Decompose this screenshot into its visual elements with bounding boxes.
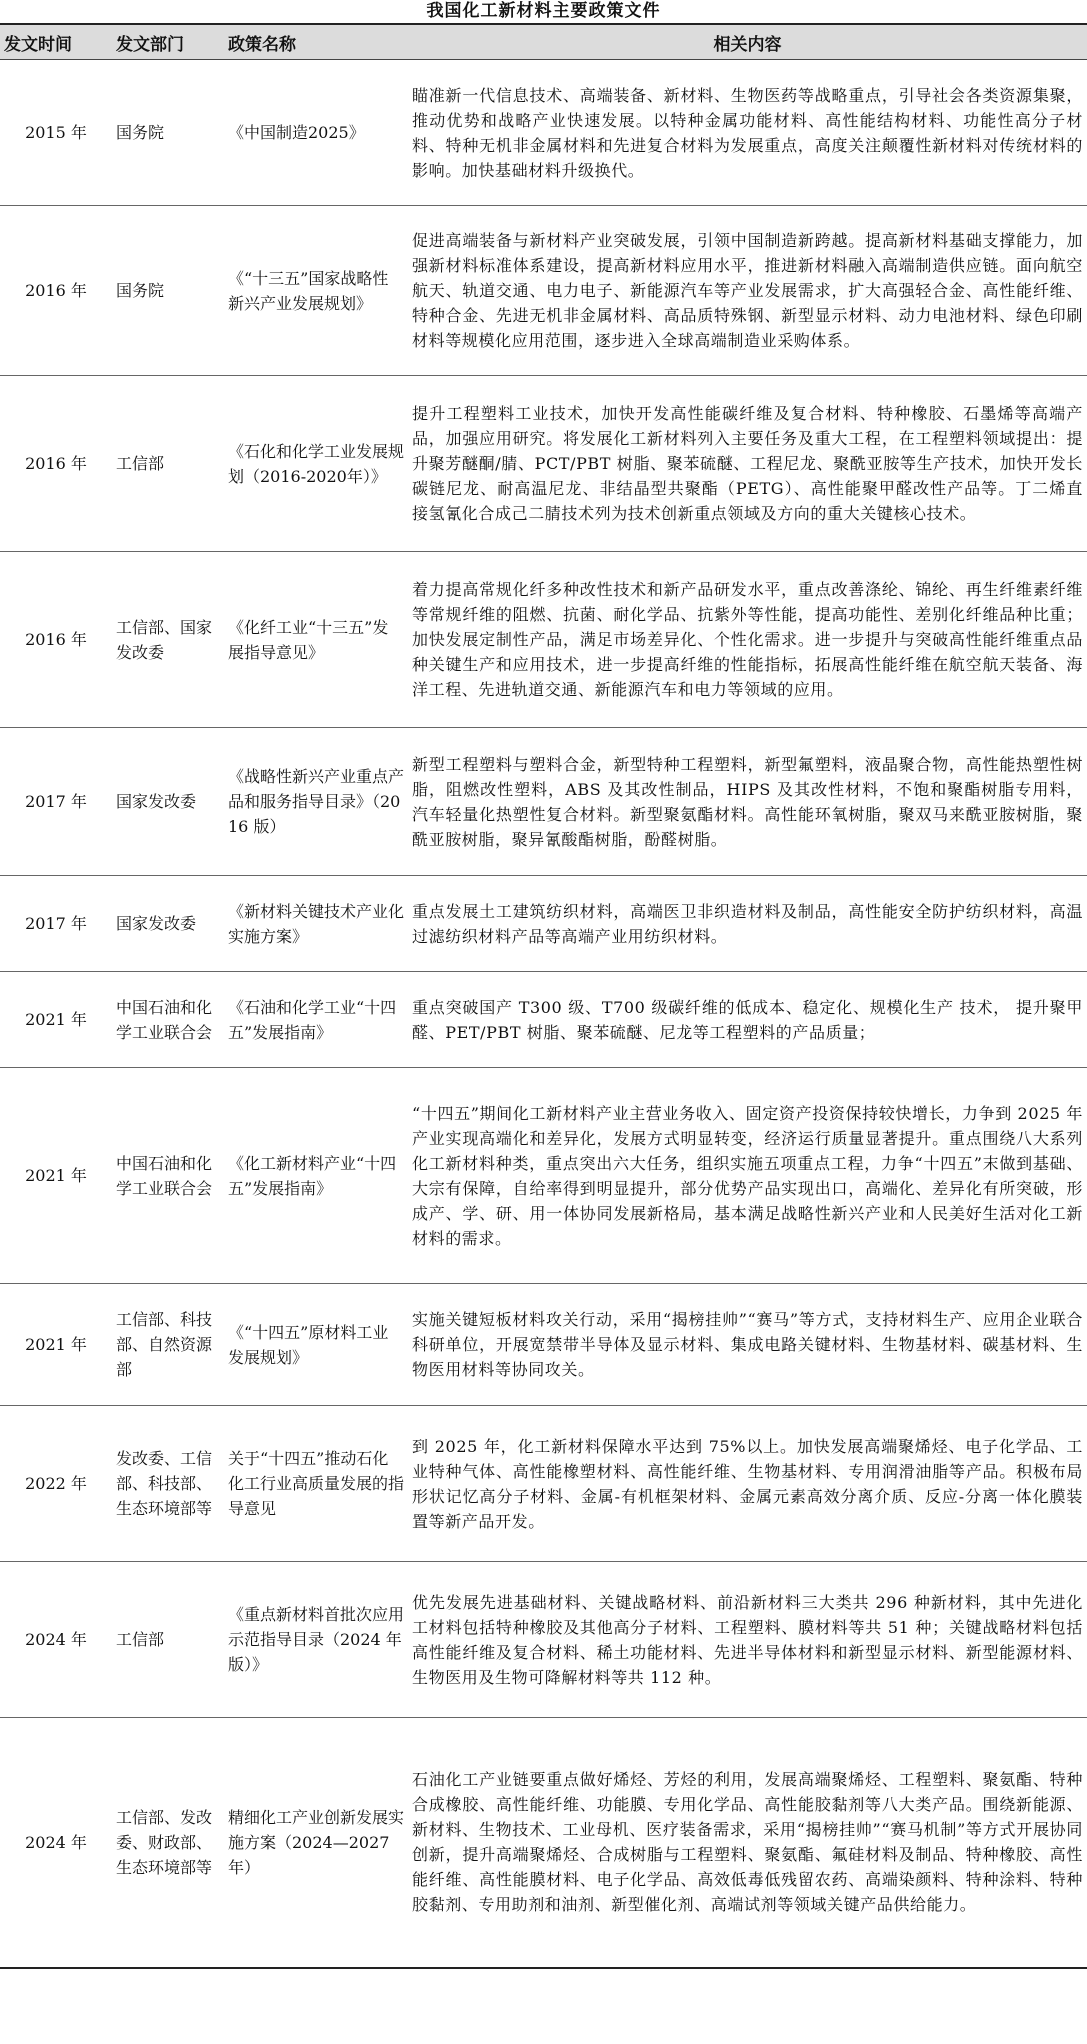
table-row (0, 1406, 1087, 1562)
cell-dept: 国家发改委 (112, 876, 224, 972)
cell-policy-name: 《化纤工业“十三五”发展指导意见》 (224, 552, 408, 728)
cell-content: 重点突破国产 T300 级、T700 级碳纤维的低成本、稳定化、规模化生产 技术， 提升聚甲醛、PET/PBT 树脂、聚苯硫醚、尼龙等工程塑料的产品质量； (408, 972, 1087, 1068)
cell-policy-name: 精细化工产业创新发展实施方案（2024—2027 年） (224, 1718, 408, 1968)
cell-content: 实施关键短板材料攻关行动，采用“揭榜挂帅”“赛马”等方式，支持材料生产、应用企业联合科研单位，开展宽禁带半导体及显示材料、集成电路关键材料、生物基材料、碳基材料、生物医用材料等协同攻关。 (408, 1284, 1087, 1406)
cell-policy-name: 《石化和化学工业发展规划（2016-2020年）》 (224, 376, 408, 552)
cell-dept: 工信部、发改委、财政部、生态环境部等 (112, 1718, 224, 1968)
document-title: 我国化工新材料主要政策文件 (426, 1, 661, 21)
table-row (0, 60, 1087, 206)
cell-dept: 工信部 (112, 1562, 224, 1718)
cell-policy-name: 《战略性新兴产业重点产品和服务指导目录》（2016 版） (224, 728, 408, 876)
cell-content: 提升工程塑料工业技术，加快开发高性能碳纤维及复合材料、特种橡胶、石墨烯等高端产品，加强应用研究。将发展化工新材料列入主要任务及重大工程，在工程塑料领域提出：提升聚芳醚酮/腈、PCT/PBT 树脂、聚苯硫醚、工程尼龙、聚酰亚胺等生产技术，加快开发长碳链尼龙、耐高温尼龙、非结晶型共聚酯（PETG）、高性能聚甲醛改性产品等。丁二烯直接氢氰化合成己二腈技术列为技术创新重点领域及方向的重大关键核心技术。 (408, 376, 1087, 552)
cell-year: 2024 年 (0, 1718, 112, 1968)
cell-policy-name: 《石油和化学工业“十四五”发展指南》 (224, 972, 408, 1068)
header-content: 相关内容 (408, 24, 1087, 60)
cell-dept: 工信部、科技部、自然资源部 (112, 1284, 224, 1406)
cell-content: 到 2025 年，化工新材料保障水平达到 75%以上。加快发展高端聚烯烃、电子化学品、工业特种气体、高性能橡塑材料、高性能纤维、生物基材料、专用润滑油脂等产品。积极布局形状记忆高分子材料、金属-有机框架材料、金属元素高效分离介质、反应-分离一体化膜装置等新产品开发。 (408, 1406, 1087, 1562)
table-header-row (0, 24, 1087, 60)
cell-year: 2024 年 (0, 1562, 112, 1718)
cell-content: 着力提高常规化纤多种改性技术和新产品研发水平，重点改善涤纶、锦纶、再生纤维素纤维等常规纤维的阻燃、抗菌、耐化学品、抗紫外等性能，提高功能性、差别化纤维品种比重；加快发展定制性产品，满足市场差异化、个性化需求。进一步提升与突破高性能纤维重点品种关键生产和应用技术，进一步提高纤维的性能指标，拓展高性能纤维在航空航天装备、海洋工程、先进轨道交通、新能源汽车和电力等领域的应用。 (408, 552, 1087, 728)
cell-year: 2017 年 (0, 876, 112, 972)
cell-year: 2016 年 (0, 206, 112, 376)
policy-table (0, 23, 1087, 1969)
cell-dept: 国家发改委 (112, 728, 224, 876)
cell-content: 石油化工产业链要重点做好烯烃、芳烃的利用，发展高端聚烯烃、工程塑料、聚氨酯、特种合成橡胶、高性能纤维、功能膜、专用化学品、高性能胶黏剂等八大类产品。围绕新能源、新材料、生物技术、工业母机、医疗装备需求，采用“揭榜挂帅”“赛马机制”等方式开展协同创新，提升高端聚烯烃、合成树脂与工程塑料、聚氨酯、氟硅材料及制品、特种橡胶、高性能纤维、高性能膜材料、电子化学品、高效低毒低残留农药、高端染颜料、特种涂料、特种胶黏剂、专用助剂和油剂、新型催化剂、高端试剂等领域关键产品供给能力。 (408, 1718, 1087, 1968)
cell-year: 2021 年 (0, 1068, 112, 1284)
cell-policy-name: 《中国制造2025》 (224, 60, 408, 206)
cell-dept: 发改委、工信部、科技部、生态环境部等 (112, 1406, 224, 1562)
cell-year: 2016 年 (0, 376, 112, 552)
table-row (0, 1718, 1087, 1968)
cell-year: 2016 年 (0, 552, 112, 728)
cell-content: 重点发展土工建筑纺织材料，高端医卫非织造材料及制品，高性能安全防护纺织材料，高温过滤纺织材料产品等高端产业用纺织材料。 (408, 876, 1087, 972)
cell-dept: 工信部 (112, 376, 224, 552)
cell-content: “十四五”期间化工新材料产业主营业务收入、固定资产投资保持较快增长，力争到 2025 年产业实现高端化和差异化，发展方式明显转变，经济运行质量显著提升。重点围绕八大系列化工新材料种类，重点突出六大任务，组织实施五项重点工程，力争“十四五”末做到基础、大宗有保障，自给率得到明显提升，部分优势产品实现出口，高端化、差异化有所突破，形成产、学、研、用一体协同发展新格局，基本满足战略性新兴产业和人民美好生活对化工新材料的需求。 (408, 1068, 1087, 1284)
table-row (0, 206, 1087, 376)
cell-policy-name: 关于“十四五”推动石化化工行业高质量发展的指导意见 (224, 1406, 408, 1562)
header-name: 政策名称 (224, 24, 408, 60)
table-row (0, 376, 1087, 552)
cell-policy-name: 《重点新材料首批次应用示范指导目录（2024 年版）》 (224, 1562, 408, 1718)
cell-dept: 国务院 (112, 206, 224, 376)
cell-content: 新型工程塑料与塑料合金，新型特种工程塑料，新型氟塑料，液晶聚合物，高性能热塑性树脂，阻燃改性塑料，ABS 及其改性制品，HIPS 及其改性材料，不饱和聚酯树脂专用料，汽车轻量化热塑性复合材料。新型聚氨酯材料。高性能环氧树脂，聚双马来酰亚胺树脂，聚酰亚胺树脂，聚异氰酸酯树脂，酚醛树脂。 (408, 728, 1087, 876)
table-row (0, 728, 1087, 876)
cell-year: 2015 年 (0, 60, 112, 206)
cell-dept: 中国石油和化学工业联合会 (112, 1068, 224, 1284)
cell-content: 促进高端装备与新材料产业突破发展，引领中国制造新跨越。提高新材料基础支撑能力，加强新材料标准体系建设，提高新材料应用水平，推进新材料融入高端制造供应链。面向航空航天、轨道交通、电力电子、新能源汽车等产业发展需求，扩大高强轻合金、高性能纤维、特种合金、先进无机非金属材料、高品质特殊钢、新型显示材料、动力电池材料、绿色印刷材料等规模化应用范围，逐步进入全球高端制造业采购体系。 (408, 206, 1087, 376)
table-row (0, 1284, 1087, 1406)
header-year: 发文时间 (0, 24, 112, 60)
cell-dept: 中国石油和化学工业联合会 (112, 972, 224, 1068)
cell-year: 2017 年 (0, 728, 112, 876)
table-row (0, 552, 1087, 728)
cell-content: 优先发展先进基础材料、关键战略材料、前沿新材料三大类共 296 种新材料，其中先进化工材料包括特种橡胶及其他高分子材料、工程塑料、膜材料等共 51 种；关键战略材料包括高性能纤维及复合材料、稀土功能材料、先进半导体材料和新型显示材料、新型能源材料、生物医用及生物可降解材料等共 112 种。 (408, 1562, 1087, 1718)
header-dept: 发文部门 (112, 24, 224, 60)
cell-policy-name: 《化工新材料产业“十四五”发展指南》 (224, 1068, 408, 1284)
cell-policy-name: 《“十三五”国家战略性新兴产业发展规划》 (224, 206, 408, 376)
cell-year: 2021 年 (0, 972, 112, 1068)
table-row (0, 972, 1087, 1068)
cell-policy-name: 《新材料关键技术产业化实施方案》 (224, 876, 408, 972)
cell-content: 瞄准新一代信息技术、高端装备、新材料、生物医药等战略重点，引导社会各类资源集聚，推动优势和战略产业快速发展。以特种金属功能材料、高性能结构材料、功能性高分子材料、特种无机非金属材料和先进复合材料为发展重点，高度关注颠覆性新材料对传统材料的影响。加快基础材料升级换代。 (408, 60, 1087, 206)
cell-dept: 国务院 (112, 60, 224, 206)
table-row (0, 1068, 1087, 1284)
table-row (0, 1562, 1087, 1718)
cell-dept: 工信部、国家发改委 (112, 552, 224, 728)
cell-policy-name: 《“十四五”原材料工业发展规划》 (224, 1284, 408, 1406)
table-row (0, 876, 1087, 972)
cell-year: 2022 年 (0, 1406, 112, 1562)
cell-year: 2021 年 (0, 1284, 112, 1406)
